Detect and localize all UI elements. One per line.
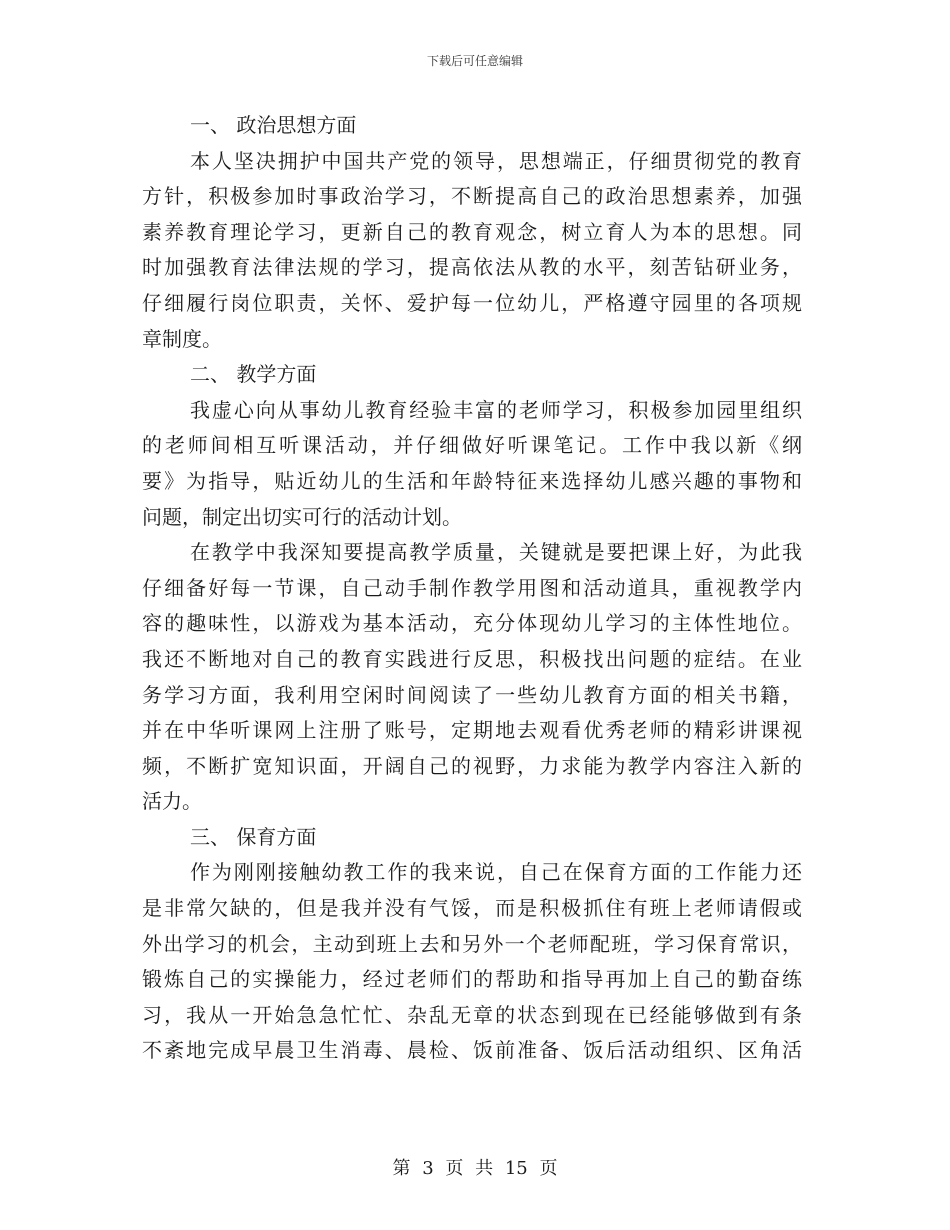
paragraph-line: 容的趣味性，以游戏为基本活动，充分体现幼儿学习的主体性地位。 xyxy=(142,611,802,636)
paragraph-line: 我还不断地对自己的教育实践进行反思，积极找出问题的症结。在业 xyxy=(142,646,802,671)
paragraph-line: 我虚心向从事幼儿教育经验丰富的老师学习，积极参加园里组织 xyxy=(190,397,802,422)
paragraph-line: 方针，积极参加时事政治学习，不断提高自己的政治思想素养，加强 xyxy=(142,184,802,209)
page-header: 下载后可任意编辑 xyxy=(426,54,523,68)
paragraph-line: 要》为指导，贴近幼儿的生活和年龄特征来选择幼儿感兴趣的事物和 xyxy=(142,468,802,493)
paragraph-line: 的老师间相互听课活动，并仔细做好听课笔记。工作中我以新《纲 xyxy=(142,433,802,458)
paragraph-line: 务学习方面，我利用空闲时间阅读了一些幼儿教育方面的相关书籍， xyxy=(142,682,802,707)
paragraph-line: 问题，制定出切实可行的活动计划。 xyxy=(142,504,462,529)
paragraph-line: 锻炼自己的实操能力，经过老师们的帮助和指导再加上自己的勤奋练 xyxy=(142,967,802,992)
paragraph-line: 仔细履行岗位职责，关怀、爱护每一位幼儿，严格遵守园里的各项规 xyxy=(142,290,802,315)
paragraph-line: 活力。 xyxy=(142,789,202,814)
paragraph-line: 并在中华听课网上注册了账号，定期地去观看优秀老师的精彩讲课视 xyxy=(142,718,802,743)
paragraph-line: 本人坚决拥护中国共产党的领导，思想端正，仔细贯彻党的教育 xyxy=(190,148,802,173)
paragraph-line: 章制度。 xyxy=(142,326,222,351)
section-heading-political: 一、 政治思想方面 xyxy=(190,113,357,137)
paragraph-line: 习，我从一开始急急忙忙、杂乱无章的状态到现在已经能够做到有条 xyxy=(142,1002,802,1027)
page-footer: 第 3 页 共 15 页 xyxy=(392,1158,558,1179)
paragraph-line: 时加强教育法律法规的学习，提高依法从教的水平，刻苦钻研业务， xyxy=(142,255,802,280)
paragraph-line: 在教学中我深知要提高教学质量，关键就是要把课上好，为此我 xyxy=(190,540,802,565)
section-heading-teaching: 二、 教学方面 xyxy=(190,362,317,387)
paragraph-line: 素养教育理论学习，更新自己的教育观念，树立育人为本的思想。同 xyxy=(142,219,802,244)
paragraph-line: 频，不断扩宽知识面，开阔自己的视野，力求能为教学内容注入新的 xyxy=(142,753,802,778)
section-heading-childcare: 三、 保育方面 xyxy=(190,824,317,849)
paragraph-line: 是非常欠缺的，但是我并没有气馁，而是积极抓住有班上老师请假或 xyxy=(142,896,802,921)
paragraph-line: 仔细备好每一节课，自己动手制作教学用图和活动道具，重视教学内 xyxy=(142,575,802,600)
document-body xyxy=(142,108,802,1069)
paragraph-line: 作为刚刚接触幼教工作的我来说，自己在保育方面的工作能力还 xyxy=(190,860,802,885)
paragraph-line: 外出学习的机会，主动到班上去和另外一个老师配班，学习保育常识， xyxy=(142,931,802,956)
paragraph-line: 不紊地完成早晨卫生消毒、晨检、饭前准备、饭后活动组织、区角活 xyxy=(142,1038,802,1063)
